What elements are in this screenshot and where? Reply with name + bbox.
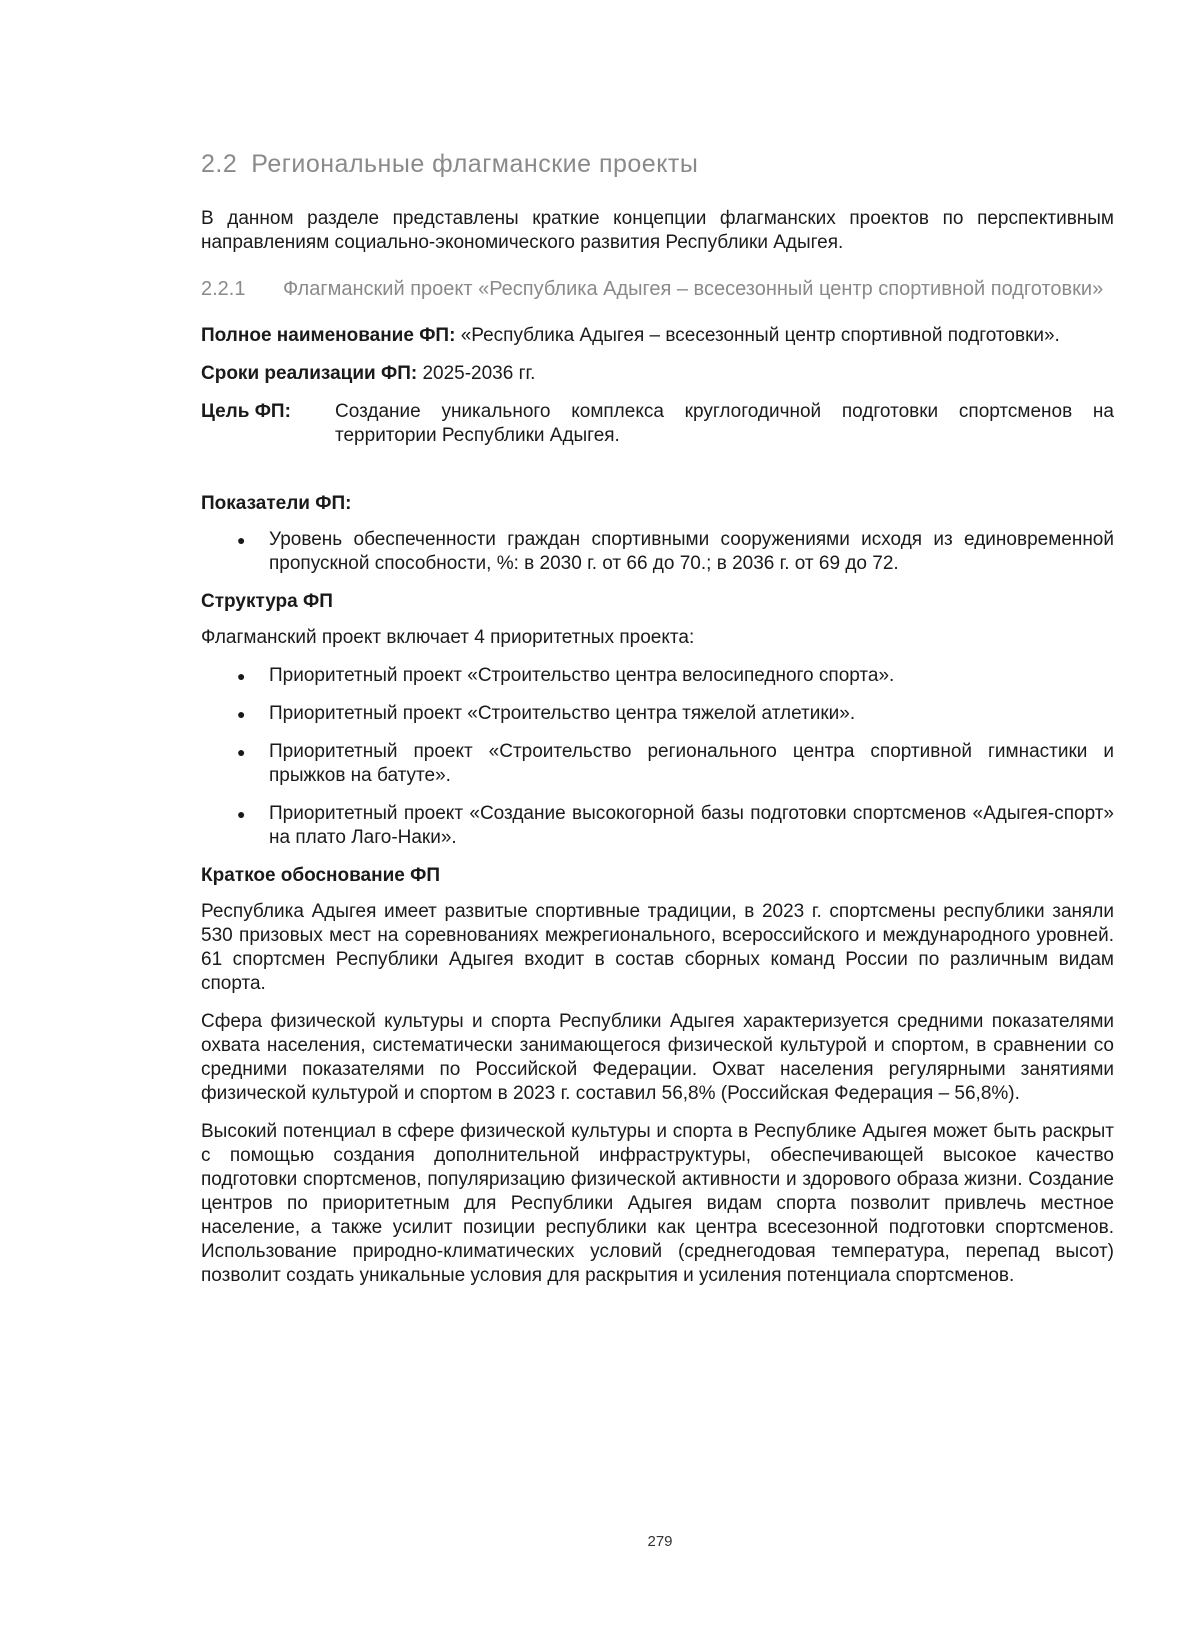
justification-paragraph: Сфера физической культуры и спорта Республики Адыгея характеризуется средними показателями охвата населения, систематически занимающегося физической культурой и спортом, в сравнении со средними показателями по Российской Федерации. Охват населения регулярными занятиями физической культурой и спортом в 2023 г. составил 56,8% (Российская Федерация – 56,8%). [201, 1011, 1114, 1104]
goal-field [201, 400, 1114, 448]
indicators-title: Показатели ФП: [201, 493, 352, 514]
full-name-field [201, 324, 1114, 348]
bullet-icon: ● [237, 668, 246, 684]
bullet-icon: ● [237, 706, 246, 722]
justification-paragraph: Высокий потенциал в сфере физической культуры и спорта в Республике Адыгея может быть раскрыт с помощью создания дополнительной инфраструктуры, обеспечивающей высокое качество подготовки спортсменов, популяризацию физической активности и здорового образа жизни. Создание центров по приоритетным для Республики Адыгея видам спорта позволит привлечь местное население, а также усилит позиции республики как центра всесезонной подготовки спортсменов. Использование природно-климатических условий (среднегодовая температура, перепад высот) позволит создать уникальные условия для раскрытия и усиления потенциала спортсменов. [201, 1121, 1114, 1286]
list-item [201, 702, 1114, 726]
section-heading [201, 150, 1114, 179]
list-item [201, 740, 1114, 788]
list-item [201, 802, 1114, 850]
list-item [201, 528, 1114, 576]
subsection-heading [201, 277, 1114, 302]
justification-paragraph: Республика Адыгея имеет развитые спортивные традиции, в 2023 г. спортсмены республики заняли 530 призовых мест на соревнованиях межрегионального, всероссийского и международного уровней. 61 спортсмен Республики Адыгея входит в состав сборных команд России по различным видам спорта. [201, 901, 1114, 994]
structure-item-text: Приоритетный проект «Строительство центра велосипедного спорта». [269, 665, 895, 686]
structure-item-text: Приоритетный проект «Строительство регионального центра спортивной гимнастики и прыжков на батуте». [269, 741, 1114, 786]
period-value: 2025-2036 гг. [422, 363, 536, 384]
section-title: Региональные флагманские проекты [251, 150, 699, 178]
justification-title: Краткое обоснование ФП [201, 865, 441, 886]
goal-value: Создание уникального комплекса круглогодичной подготовки спортсменов на территории Республики Адыгея. [335, 401, 1114, 446]
goal-label: Цель ФП: [201, 401, 291, 422]
subsection-title: Флагманский проект «Республика Адыгея – всесезонный центр спортивной подготовки» [283, 278, 1104, 300]
page-number: 279 [647, 1533, 673, 1550]
structure-item-text: Приоритетный проект «Строительство центра тяжелой атлетики». [269, 703, 856, 724]
full-name-value: «Республика Адыгея – всесезонный центр спортивной подготовки». [460, 325, 1060, 346]
indicator-text: Уровень обеспеченности граждан спортивными сооружениями исходя из единовременной пропускной способности, %: в 2030 г. от 66 до 70.; в 2036 г. от 69 до 72. [269, 529, 1114, 574]
bullet-icon: ● [237, 806, 246, 822]
period-label: Сроки реализации ФП: [201, 363, 418, 384]
subsection-number: 2.2.1 [201, 278, 246, 300]
structure-list [201, 664, 1114, 850]
structure-item-text: Приоритетный проект «Создание высокогорной базы подготовки спортсменов «Адыгея-спорт» на плато Лаго-Наки». [269, 803, 1114, 848]
justification-block [201, 900, 1114, 1288]
structure-title: Структура ФП [201, 591, 333, 612]
full-name-label: Полное наименование ФП: [201, 325, 456, 346]
period-field [201, 362, 1114, 386]
bullet-icon: ● [237, 744, 246, 760]
bullet-icon: ● [237, 532, 246, 548]
indicators-list [201, 528, 1114, 576]
section-number: 2.2 [201, 150, 238, 178]
structure-intro: Флагманский проект включает 4 приоритетных проекта: [201, 627, 695, 648]
list-item [201, 664, 1114, 688]
section-intro: В данном разделе представлены краткие концепции флагманских проектов по перспективным направлениям социально-экономического развития Республики Адыгея. [201, 208, 1114, 253]
page-content [201, 150, 1114, 1302]
